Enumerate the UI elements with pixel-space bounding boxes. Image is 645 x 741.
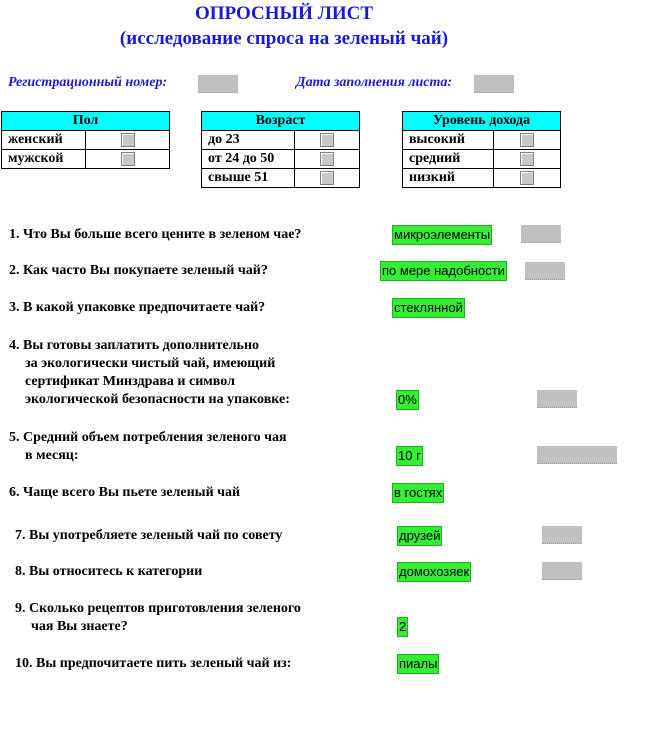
question-9-text-line-1: 9. Сколько рецептов приготовления зеленого (15, 601, 301, 616)
question-2-answer[interactable]: по мере надобности (380, 261, 507, 281)
question-7-text: 7. Вы употребляете зеленый чай по совету (15, 528, 283, 543)
income-table-header: Уровень дохода (403, 112, 561, 131)
question-10-text: 10. Вы предпочитаете пить зеленый чай из: (15, 656, 292, 671)
question-4-text-line-4: экологической безопасности на упаковке: (25, 392, 290, 407)
question-8-extra-field[interactable] (542, 562, 582, 580)
question-5-extra-field[interactable] (537, 446, 617, 464)
question-10-answer[interactable]: пиалы (397, 654, 439, 674)
question-1-text: 1. Что Вы больше всего цените в зеленом чае? (9, 227, 302, 242)
question-8-text: 8. Вы относитесь к категории (15, 564, 203, 579)
fill-date-field[interactable] (474, 75, 514, 93)
question-8-answer[interactable]: домохозяек (397, 562, 471, 582)
age-24-50-checkbox[interactable] (320, 152, 334, 166)
income-table (402, 111, 561, 188)
question-4-text-line-1: 4. Вы готовы заплатить дополнительно (9, 338, 260, 353)
question-5-text-line-1: 5. Средний объем потребления зеленого чая (9, 430, 287, 445)
question-5-text-line-2: в месяц: (25, 448, 79, 463)
page-title: ОПРОСНЫЙ ЛИСТ (194, 3, 374, 24)
question-2-text: 2. Как часто Вы покупаете зеленый чай? (9, 263, 268, 278)
gender-table (1, 111, 170, 169)
question-4-text-line-3: сертификат Минздрава и символ (25, 374, 235, 389)
page-subtitle: (исследование спроса на зеленый чай) (119, 28, 449, 49)
age-option-under-23: до 23 (202, 131, 295, 150)
gender-male-checkbox[interactable] (121, 152, 135, 166)
question-6-answer[interactable]: в гостях (392, 483, 444, 503)
age-table (201, 111, 360, 188)
income-low-checkbox[interactable] (520, 171, 534, 185)
income-high-checkbox[interactable] (520, 133, 534, 147)
fill-date-label: Дата заполнения листа: (296, 75, 453, 90)
question-3-answer[interactable]: стеклянной (392, 298, 465, 318)
age-table-header: Возраст (202, 112, 360, 131)
question-4-answer[interactable]: 0% (396, 390, 419, 410)
question-3-text: 3. В какой упаковке предпочитаете чай? (9, 300, 266, 315)
income-option-high: высокий (403, 131, 494, 150)
question-4-text-line-2: за экологически чистый чай, имеющий (25, 356, 276, 371)
question-5-answer[interactable]: 10 г (396, 446, 423, 466)
registration-number-label: Регистрационный номер: (8, 75, 168, 90)
registration-number-field[interactable] (198, 75, 238, 93)
question-4-extra-field[interactable] (537, 390, 577, 408)
age-option-over-51: свыше 51 (202, 169, 295, 188)
question-6-text: 6. Чаще всего Вы пьете зеленый чай (9, 485, 241, 500)
income-option-low: низкий (403, 169, 494, 188)
question-1-answer[interactable]: микроэлементы (392, 225, 492, 245)
gender-female-checkbox[interactable] (121, 133, 135, 147)
gender-option-female: женский (2, 131, 86, 150)
gender-table-header: Пол (2, 112, 170, 131)
age-over-51-checkbox[interactable] (320, 171, 334, 185)
age-under-23-checkbox[interactable] (320, 133, 334, 147)
question-7-extra-field[interactable] (542, 526, 582, 544)
income-option-medium: средний (403, 150, 494, 169)
question-2-extra-field[interactable] (525, 262, 565, 280)
age-option-24-50: от 24 до 50 (202, 150, 295, 169)
gender-option-male: мужской (2, 150, 86, 169)
question-9-text-line-2: чая Вы знаете? (31, 619, 128, 634)
question-7-answer[interactable]: друзей (397, 526, 442, 546)
income-medium-checkbox[interactable] (520, 152, 534, 166)
question-9-answer[interactable]: 2 (397, 617, 408, 637)
question-1-extra-field[interactable] (521, 225, 561, 243)
